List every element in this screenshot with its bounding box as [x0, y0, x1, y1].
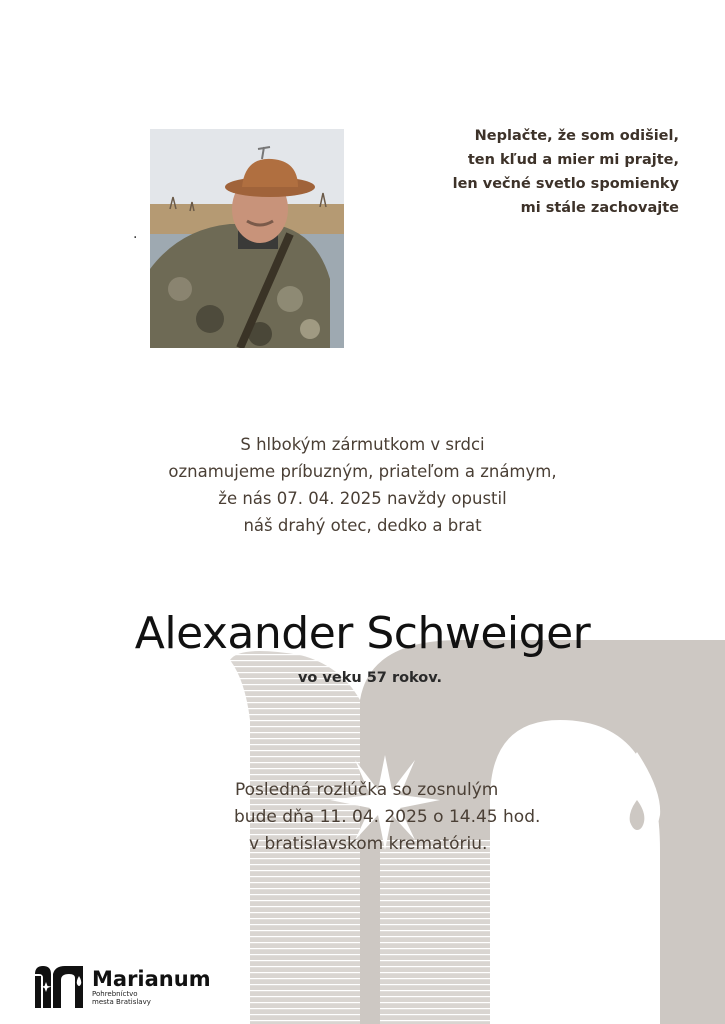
poem-line: len večné svetlo spomienky: [452, 176, 679, 192]
announcement-line: náš drahý otec, dedko a brat: [243, 516, 482, 535]
farewell-line: bude dňa 11. 04. 2025 o 14.45 hod.: [234, 807, 541, 827]
poem-line: ten kľud a mier mi prajte,: [467, 152, 679, 168]
announcement-line: oznamujeme príbuzným, priateľom a známym,: [168, 462, 557, 481]
memorial-poem: [359, 124, 679, 220]
portrait-photo: [150, 129, 344, 348]
poem-line: Neplačte, že som odišiel,: [474, 128, 679, 144]
marianum-logo-icon: [33, 964, 85, 1010]
farewell-line: v bratislavskom krematóriu.: [249, 834, 488, 854]
logo-subtitle-1: Pohrebníctvo: [92, 990, 138, 998]
logo-subtitle-2: mesta Bratislavy: [92, 998, 151, 1006]
stray-dot: .: [133, 226, 138, 242]
deceased-age: vo veku 57 rokov.: [297, 670, 443, 686]
deceased-name: Alexander Schweiger: [134, 608, 591, 659]
death-announcement: [0, 431, 725, 539]
farewell-details: [218, 777, 578, 858]
announcement-line: S hlbokým zármutkom v srdci: [240, 435, 485, 454]
poem-line: mi stále zachovajte: [520, 200, 679, 216]
farewell-line: Posledná rozlúčka so zosnulým: [235, 780, 499, 800]
marianum-logo: [33, 964, 211, 1010]
logo-name: Marianum: [92, 967, 211, 991]
announcement-line: že nás 07. 04. 2025 navždy opustil: [218, 489, 507, 508]
